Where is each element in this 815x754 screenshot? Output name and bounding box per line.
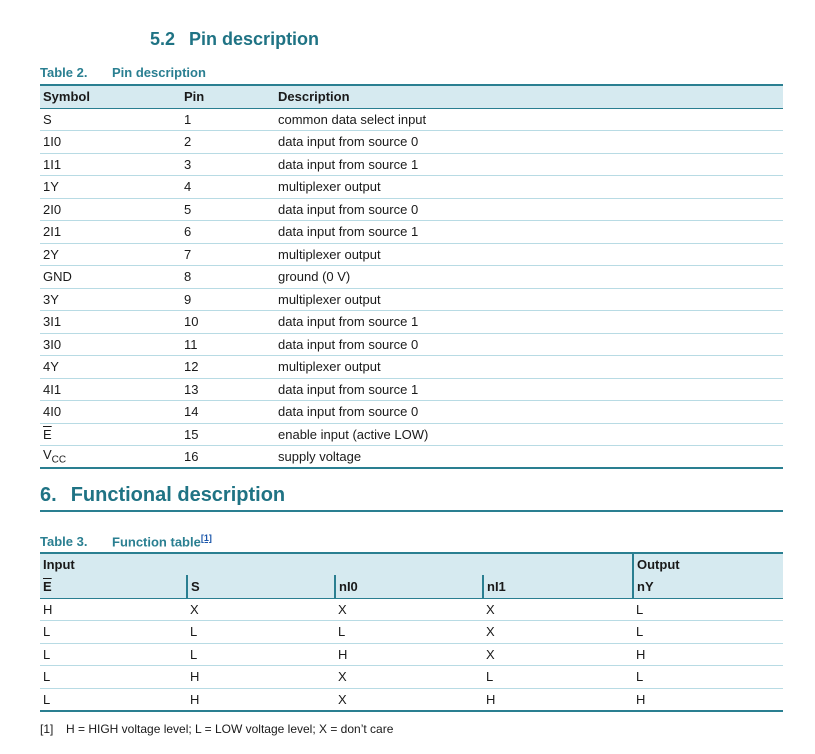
cell-ny: H [636, 646, 646, 662]
table-row [40, 423, 783, 446]
description-cell: multiplexer output [278, 179, 381, 195]
table-row [40, 243, 783, 266]
symbol-cell: 4Y [43, 359, 59, 375]
cell-s: H [190, 691, 200, 707]
pin-cell: 8 [184, 269, 192, 285]
cell-s: L [190, 646, 198, 662]
description-cell: data input from source 0 [278, 336, 419, 352]
pin-cell: 16 [184, 449, 199, 464]
table-row [40, 446, 783, 469]
symbol-cell: 4I1 [43, 381, 62, 397]
table-group-header-row [40, 553, 783, 575]
table-row [40, 688, 783, 711]
column-header-ni1: nI1 [483, 575, 633, 598]
column-header-s: S [187, 575, 335, 598]
section-title: Functional description [70, 484, 286, 506]
cell-e: L [43, 669, 51, 685]
table-row [40, 266, 783, 289]
symbol-cell: GND [43, 269, 72, 285]
cell-ni1: X [486, 646, 495, 662]
section-5-2-heading [150, 29, 319, 50]
table-row [40, 131, 783, 154]
table-row [40, 598, 783, 621]
table-row [40, 643, 783, 666]
cell-ni0: X [338, 669, 347, 685]
symbol-cell [40, 446, 181, 469]
cell-ny: L [636, 669, 644, 685]
description-cell: supply voltage [278, 449, 362, 464]
description-cell: multiplexer output [278, 359, 381, 375]
footnote-text: H = HIGH voltage level; L = LOW voltage level; X = don’t care [66, 722, 394, 736]
table-header-row [40, 85, 783, 108]
footnote-reference-link[interactable]: [1] [200, 533, 212, 543]
table-row [40, 311, 783, 334]
section-title: Pin description [189, 29, 320, 49]
symbol-cell: 4I0 [43, 404, 62, 420]
cell-e: L [43, 624, 51, 640]
cell-s: L [190, 624, 198, 640]
pin-cell: 1 [184, 111, 192, 127]
vcc-subscript: CC [51, 454, 67, 466]
footnote-mark: [1] [40, 722, 54, 736]
table-row [40, 221, 783, 244]
symbol-cell: 2I1 [43, 224, 62, 240]
description-cell: data input from source 0 [278, 134, 419, 150]
symbol-cell: S [43, 111, 52, 127]
pin-cell: 3 [184, 156, 192, 172]
table-header-row [40, 575, 783, 598]
symbol-cell: 3I1 [43, 314, 62, 330]
table-row [40, 378, 783, 401]
input-group-header: Input [40, 553, 633, 575]
table-label: Table 3. [40, 534, 88, 550]
pin-cell: 11 [184, 336, 198, 352]
symbol-cell: 3I0 [43, 336, 62, 352]
symbol-cell: 1I1 [43, 156, 62, 172]
description-cell: multiplexer output [278, 291, 381, 307]
column-header-ny: nY [633, 575, 783, 598]
pin-cell: 9 [184, 291, 192, 307]
description-cell: data input from source 1 [278, 156, 419, 172]
pin-cell: 7 [184, 246, 192, 262]
footnote [40, 722, 393, 736]
table-row [40, 356, 783, 379]
cell-e: H [43, 601, 53, 617]
table-row [40, 401, 783, 424]
table-row [40, 153, 783, 176]
pin-description-table [40, 84, 783, 469]
section-number: 5.2 [150, 29, 176, 49]
description-cell: data input from source 0 [278, 404, 419, 420]
pin-cell: 2 [184, 134, 192, 150]
cell-ni1: X [486, 601, 495, 617]
cell-e: L [43, 691, 51, 707]
function-table-body [40, 598, 783, 711]
output-group-header: Output [633, 553, 783, 575]
cell-ni0: L [338, 624, 346, 640]
pin-cell: 10 [184, 314, 199, 330]
table-row [40, 176, 783, 199]
description-cell: data input from source 1 [278, 381, 419, 397]
description-cell: common data select input [278, 111, 427, 127]
cell-ni1: X [486, 624, 495, 640]
column-header-e: $\overline{E}$ [40, 575, 187, 598]
column-header-description: Description [275, 85, 783, 108]
cell-s: X [190, 601, 199, 617]
cell-ni0: X [338, 691, 347, 707]
symbol-cell: $\overline{E}$ [43, 426, 52, 442]
cell-ny: L [636, 624, 644, 640]
pin-cell: 5 [184, 201, 192, 217]
table-row [40, 288, 783, 311]
cell-e: L [43, 646, 51, 662]
cell-ni0: H [338, 646, 348, 662]
pin-cell: 15 [184, 426, 199, 442]
column-header-symbol: Symbol [40, 85, 181, 108]
description-cell: enable input (active LOW) [278, 426, 429, 442]
cell-ni1: H [486, 691, 496, 707]
vcc-symbol: V [43, 447, 52, 463]
cell-s: H [190, 669, 200, 685]
symbol-cell: 3Y [43, 291, 59, 307]
pin-cell: 4 [184, 179, 192, 195]
table-row [40, 666, 783, 689]
section-number: 6. [40, 484, 57, 506]
description-cell: data input from source 0 [278, 201, 419, 217]
column-header-ni0: nI0 [335, 575, 483, 598]
section-6-heading [40, 484, 783, 512]
description-cell: data input from source 1 [278, 314, 419, 330]
cell-ny: L [636, 601, 644, 617]
cell-ny: H [636, 691, 646, 707]
description-cell: data input from source 1 [278, 224, 419, 240]
cell-ni1: L [486, 669, 494, 685]
table-row [40, 198, 783, 221]
description-cell: ground (0 V) [278, 269, 351, 285]
column-header-pin: Pin [181, 85, 275, 108]
table-row [40, 621, 783, 644]
pin-cell: 6 [184, 224, 192, 240]
table-row [40, 333, 783, 356]
symbol-cell: 1I0 [43, 134, 62, 150]
table-row [40, 108, 783, 131]
pin-cell: 14 [184, 404, 199, 420]
table-label: Table 2. [40, 65, 88, 80]
table-3-caption [40, 533, 212, 549]
pin-table-body [40, 108, 783, 468]
description-cell: multiplexer output [278, 246, 381, 262]
symbol-cell: 2Y [43, 246, 59, 262]
symbol-cell: 2I0 [43, 201, 62, 217]
pin-cell: 12 [184, 359, 199, 375]
pin-cell: 13 [184, 381, 199, 397]
table-2-caption [40, 65, 206, 80]
function-table [40, 552, 783, 712]
table-title: Pin description [112, 65, 206, 80]
cell-ni0: X [338, 601, 347, 617]
symbol-cell: 1Y [43, 179, 59, 195]
table-title: Function table [112, 534, 201, 550]
